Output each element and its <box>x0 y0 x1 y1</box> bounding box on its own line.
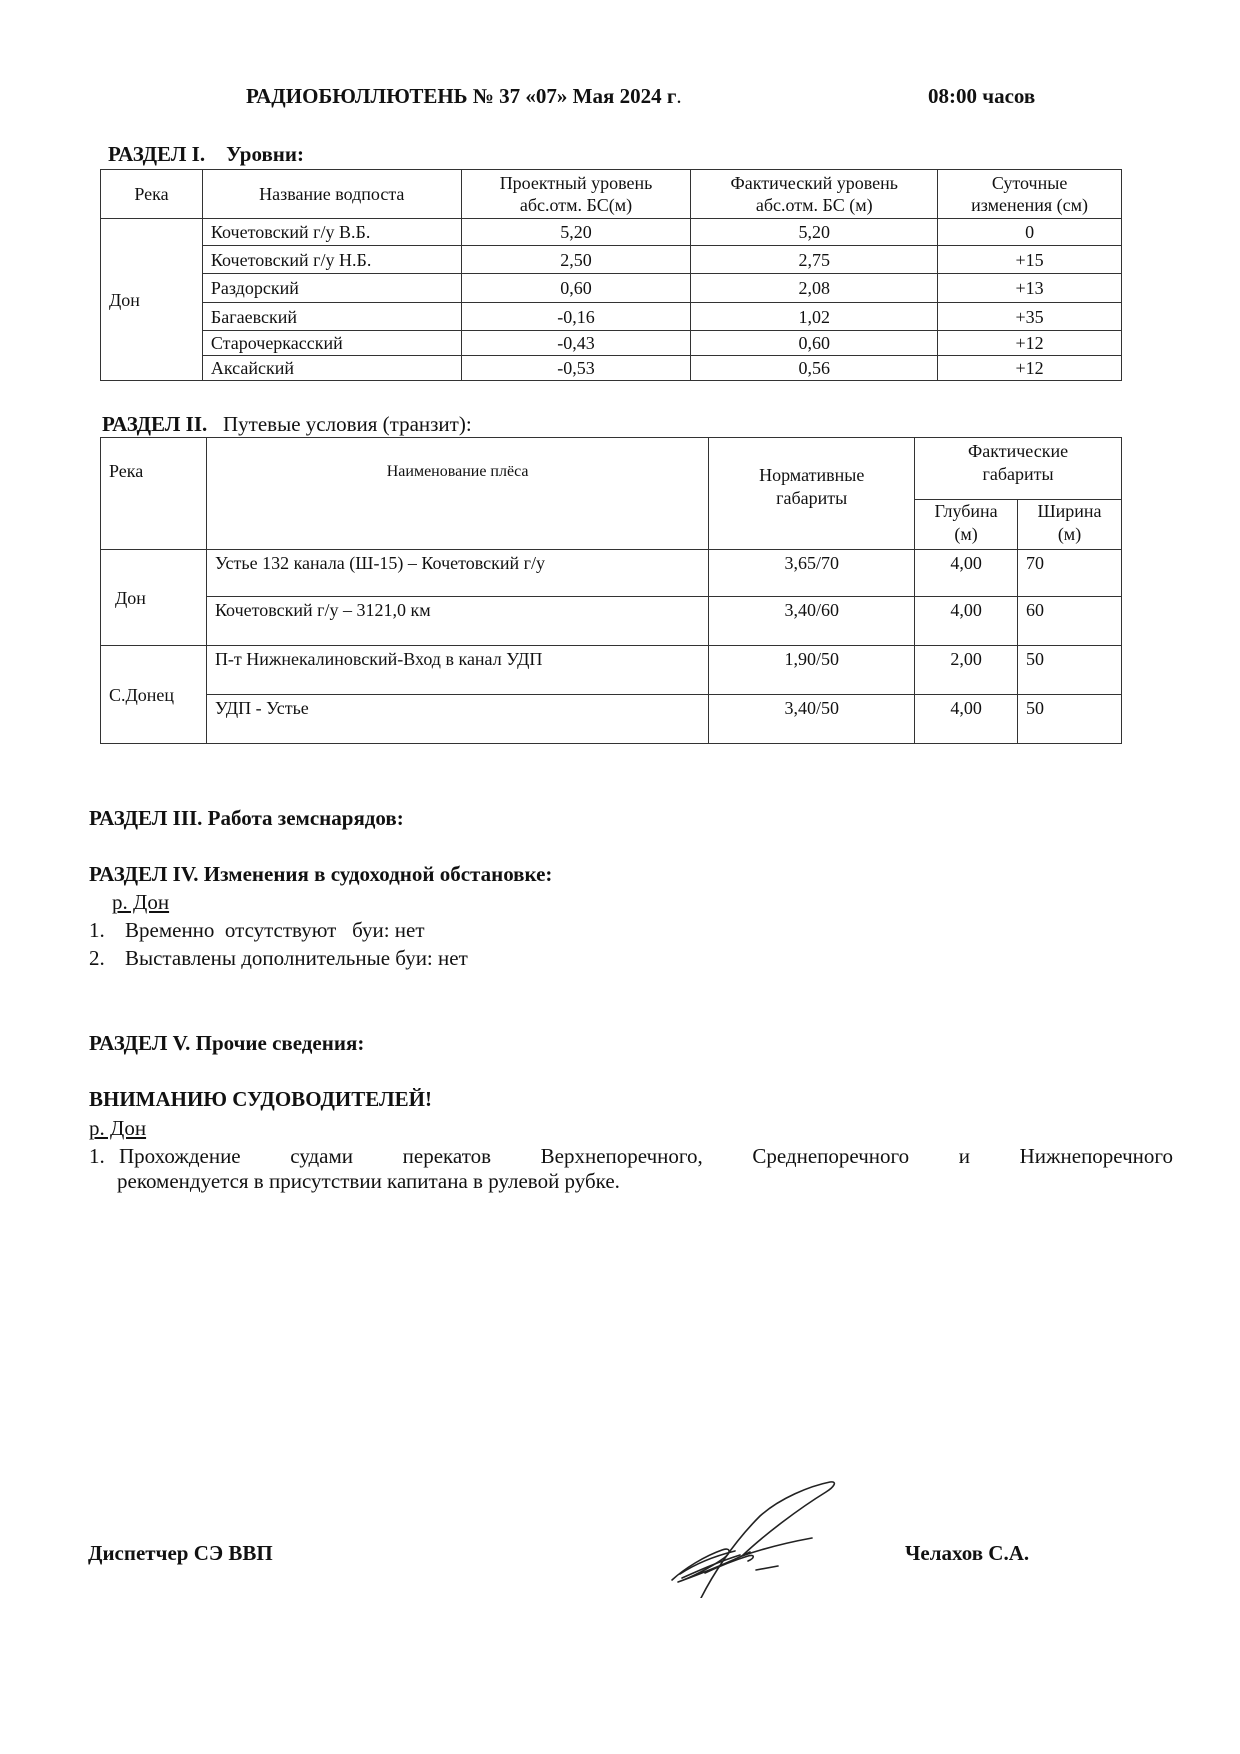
col-actual-dimensions <box>915 438 1122 500</box>
table-row <box>101 303 1122 331</box>
dispatcher-name: Челахов С.А. <box>905 1541 1030 1565</box>
levels-table <box>100 169 1122 381</box>
col-fact-line2: габариты <box>982 464 1054 484</box>
norm-dimensions: 1,90/50 <box>709 646 915 695</box>
section1-title-number: РАЗДЕЛ I. <box>108 142 206 166</box>
design-level: 2,50 <box>461 246 691 274</box>
reach-name: Устье 132 канала (Ш-15) – Кочетовский г/у <box>206 550 708 597</box>
section4-river: р. Дон <box>112 890 170 914</box>
section2-title <box>102 412 472 437</box>
table-row <box>101 274 1122 303</box>
actual-level: 0,60 <box>691 331 938 356</box>
route-conditions-table <box>100 437 1122 744</box>
table-row <box>101 695 1122 744</box>
depth-value: 4,00 <box>915 695 1018 744</box>
depth-value: 2,00 <box>915 646 1018 695</box>
design-level: -0,43 <box>461 331 691 356</box>
post-name: Аксайский <box>202 356 461 381</box>
col-actual-level-line2: абс.отм. БС (м) <box>755 195 873 215</box>
actual-level: 0,56 <box>691 356 938 381</box>
norm-dimensions: 3,40/50 <box>709 695 915 744</box>
depth-value: 4,00 <box>915 597 1018 646</box>
list-item <box>89 918 425 943</box>
table-row <box>101 356 1122 381</box>
actual-level: 2,08 <box>691 274 938 303</box>
attention-river: р. Дон <box>89 1116 147 1140</box>
col-norm-line1: Нормативные <box>759 465 865 485</box>
col-depth <box>915 500 1018 550</box>
post-name: Кочетовский г/у Н.Б. <box>202 246 461 274</box>
list-item <box>89 946 468 971</box>
col-width-line1: Ширина <box>1037 501 1102 521</box>
post-name: Кочетовский г/у В.Б. <box>202 219 461 246</box>
river-cell: Дон <box>101 219 203 381</box>
list-item-text: Выставлены дополнительные буи: нет <box>125 946 468 970</box>
reach-name: П-т Нижнекалиновский-Вход в канал УДП <box>206 646 708 695</box>
col-daily-change <box>938 170 1122 219</box>
table-row <box>101 597 1122 646</box>
table-row <box>101 246 1122 274</box>
design-level: 0,60 <box>461 274 691 303</box>
norm-dimensions: 3,40/60 <box>709 597 915 646</box>
section3-title: РАЗДЕЛ III. Работа земснарядов: <box>89 806 404 830</box>
bulletin-time: 08:00 часов <box>928 84 1036 108</box>
bulletin-title-dot: . <box>676 84 682 108</box>
col-design-level-line2: абс.отм. БС(м) <box>519 195 633 215</box>
bulletin-title <box>246 84 682 109</box>
col-daily-change-line2: изменения (см) <box>971 195 1089 215</box>
col-depth-line1: Глубина <box>934 501 998 521</box>
list-item-number: 2. <box>89 946 105 970</box>
col-actual-level <box>691 170 938 219</box>
col-width-line2: (м) <box>1057 524 1082 544</box>
col-width <box>1018 500 1122 550</box>
post-name: Багаевский <box>202 303 461 331</box>
table-row <box>101 646 1122 695</box>
post-name: Старочеркасский <box>202 331 461 356</box>
design-level: 5,20 <box>461 219 691 246</box>
attention-item-line1: Прохождение судами перекатов Верхнепоречного, Среднепоречного и Нижнепоречного <box>119 1144 1173 1168</box>
attention-item-line2: рекомендуется в присутствии капитана в рулевой рубке. <box>117 1169 620 1193</box>
section2-title-text: Путевые условия (транзит): <box>223 412 472 436</box>
actual-level: 2,75 <box>691 246 938 274</box>
actual-level: 5,20 <box>691 219 938 246</box>
table-row <box>101 219 1122 246</box>
post-name: Раздорский <box>202 274 461 303</box>
section1-title <box>108 142 304 167</box>
col-actual-level-line1: Фактический уровень <box>730 173 898 193</box>
col-norm-line2: габариты <box>776 488 848 508</box>
levels-header-row <box>101 170 1122 219</box>
list-item-number: 1. <box>89 918 105 942</box>
width-value: 50 <box>1018 646 1122 695</box>
width-value: 70 <box>1018 550 1122 597</box>
col-river: Река <box>101 170 203 219</box>
col-fact-line1: Фактические <box>968 441 1069 461</box>
attention-item-number: 1. <box>89 1144 105 1168</box>
river-cell: С.Донец <box>101 646 207 744</box>
table-row <box>101 550 1122 597</box>
col-daily-change-line1: Суточные <box>991 173 1068 193</box>
col-river: Река <box>101 438 207 550</box>
col-post: Название водпоста <box>202 170 461 219</box>
norm-dimensions: 3,65/70 <box>709 550 915 597</box>
dispatcher-role: Диспетчер СЭ ВВП <box>88 1541 273 1565</box>
col-design-level <box>461 170 691 219</box>
table-row <box>101 331 1122 356</box>
design-level: -0,53 <box>461 356 691 381</box>
section1-title-text: Уровни: <box>226 142 304 166</box>
attention-title: ВНИМАНИЮ СУДОВОДИТЕЛЕЙ! <box>89 1087 432 1111</box>
daily-change: 0 <box>938 219 1122 246</box>
width-value: 60 <box>1018 597 1122 646</box>
depth-value: 4,00 <box>915 550 1018 597</box>
daily-change: +12 <box>938 331 1122 356</box>
list-item-text: Временно отсутствуют буи: нет <box>125 918 425 942</box>
col-norm-dimensions <box>709 438 915 550</box>
attention-item <box>89 1144 1173 1194</box>
width-value: 50 <box>1018 695 1122 744</box>
design-level: -0,16 <box>461 303 691 331</box>
daily-change: +12 <box>938 356 1122 381</box>
section2-title-number: РАЗДЕЛ II. <box>102 412 208 436</box>
col-reach: Наименование плёса <box>206 438 708 550</box>
section4-title: РАЗДЕЛ IV. Изменения в судоходной обстановке: <box>89 862 553 886</box>
river-cell: Дон <box>101 550 207 646</box>
reach-name: Кочетовский г/у – 3121,0 км <box>206 597 708 646</box>
section5-title: РАЗДЕЛ V. Прочие сведения: <box>89 1031 365 1055</box>
col-depth-line2: (м) <box>954 524 978 544</box>
actual-level: 1,02 <box>691 303 938 331</box>
daily-change: +13 <box>938 274 1122 303</box>
route-header-row <box>101 438 1122 500</box>
daily-change: +15 <box>938 246 1122 274</box>
reach-name: УДП - Устье <box>206 695 708 744</box>
daily-change: +35 <box>938 303 1122 331</box>
signature <box>660 1478 860 1598</box>
col-design-level-line1: Проектный уровень <box>499 173 653 193</box>
bulletin-title-text: РАДИОБЮЛЛЮТЕНЬ № 37 «07» Мая 2024 г <box>246 84 677 108</box>
